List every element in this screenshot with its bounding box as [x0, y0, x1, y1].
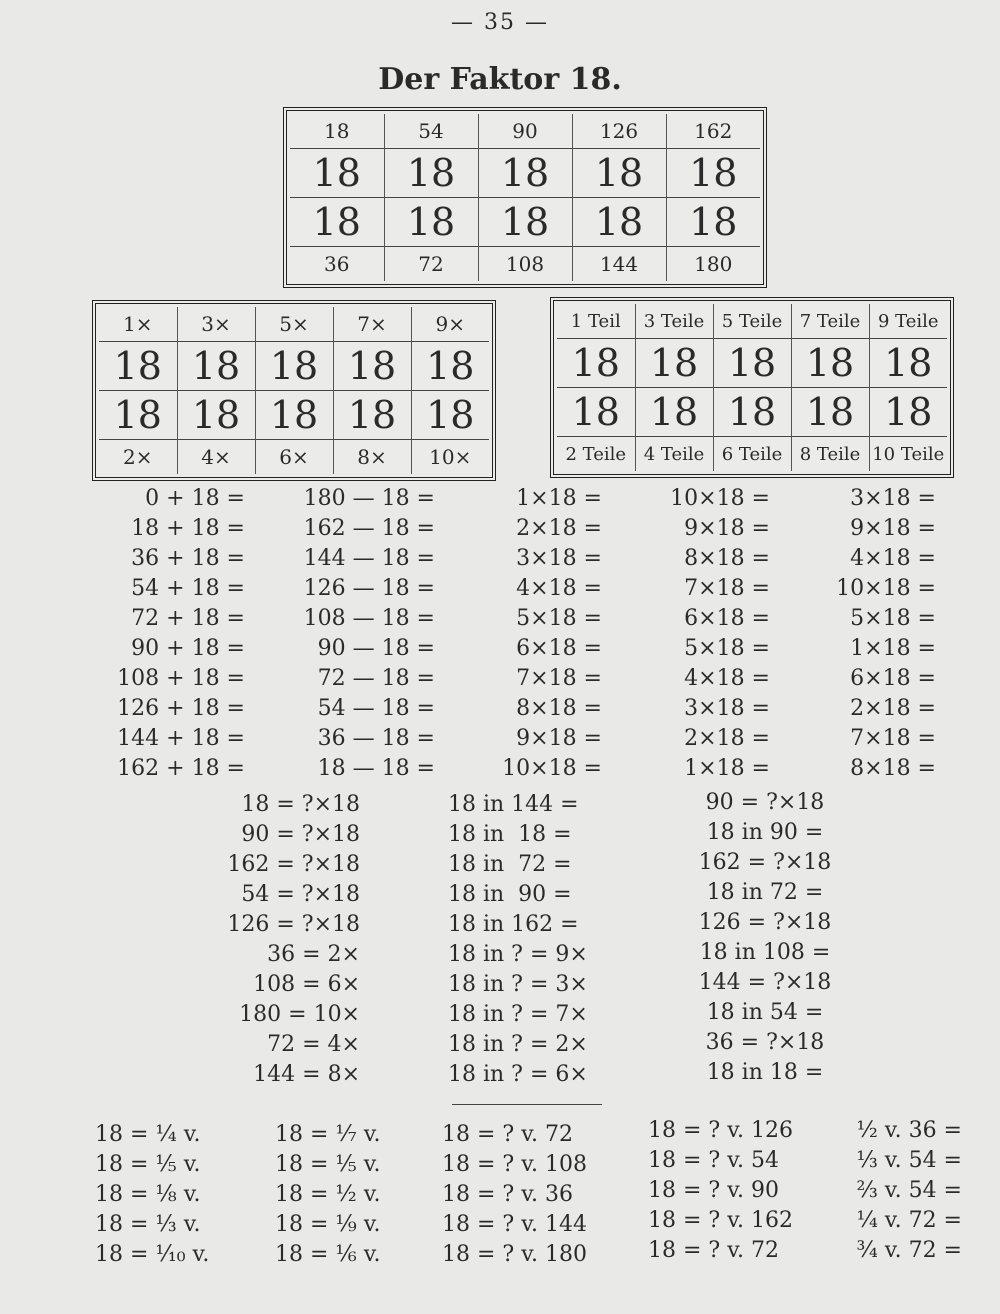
exercise: 18 = ⅓ v. — [95, 1212, 201, 1237]
exercise: 108 = 6× — [253, 972, 360, 997]
exercise: 8×18 = — [684, 546, 770, 571]
exercise: 9×18 = — [516, 726, 602, 751]
exercise: 10×18 = — [836, 576, 936, 601]
exercise: ¼ v. 72 = — [856, 1208, 962, 1233]
exercise: 10×18 = — [502, 756, 602, 781]
grid-cell: 4× — [177, 440, 255, 475]
grid-cell: 18 — [572, 149, 666, 198]
grid-cell: 18 — [791, 388, 869, 437]
exercise: 3×18 = — [684, 696, 770, 721]
exercise: 18 = ¼ v. — [95, 1122, 201, 1147]
grid-cell: 18 — [666, 198, 760, 247]
grid-cell: 18 — [255, 342, 333, 391]
exercise: 18 = ½ v. — [275, 1182, 381, 1207]
exercise: 36 — 18 = — [317, 726, 435, 751]
grid-cell: 1 Teil — [570, 310, 621, 332]
exercise: 126 = ?×18 — [227, 912, 360, 937]
exercise: 4×18 = — [850, 546, 936, 571]
exercise: 72 = 4× — [267, 1032, 360, 1057]
grid-cell: 18 — [557, 388, 635, 437]
grid-cell: 54 — [384, 114, 478, 149]
grid-top-labels — [99, 307, 489, 342]
exercise: 18 in ? = 7× — [448, 1002, 588, 1027]
exercise: 144 = ?×18 — [698, 970, 832, 995]
fraction-column-4 — [648, 1116, 828, 1266]
exercise: 144 — 18 = — [303, 546, 435, 571]
grid-cell: 18 — [635, 388, 713, 437]
grid-top-labels — [557, 304, 947, 339]
exercise: 5×18 = — [516, 606, 602, 631]
exercise: 2×18 = — [516, 516, 602, 541]
exercise: ¾ v. 72 = — [856, 1238, 962, 1263]
exercise: 18 in 72 = — [706, 880, 824, 905]
grid-cell: 18 — [99, 342, 177, 391]
grid-cell: 3× — [177, 307, 255, 342]
exercise: 72 — 18 = — [317, 666, 435, 691]
exercise: 8×18 = — [516, 696, 602, 721]
exercise: 18 in 18 = — [706, 1060, 824, 1085]
grid-cell: 3 Teile — [635, 304, 713, 339]
exercise: 18 = ? v. 72 — [442, 1122, 574, 1147]
grid-row — [290, 149, 760, 198]
grid-cell: 10× — [411, 440, 489, 475]
exercise: 18 in ? = 3× — [448, 972, 588, 997]
exercise: 18 = ⅕ v. — [95, 1152, 201, 1177]
grid-cell: 126 — [572, 114, 666, 149]
exercise: 72 + 18 = — [131, 606, 245, 631]
grid-cell: 2× — [99, 440, 177, 475]
exercise: 4×18 = — [516, 576, 602, 601]
grid-cell: 5 Teile — [713, 304, 791, 339]
grid-cell: 18 — [791, 339, 869, 388]
grid-cell: 1× — [123, 312, 153, 336]
exercise: 7×18 = — [516, 666, 602, 691]
grid-cell: 18 — [635, 339, 713, 388]
exercise: 36 = 2× — [267, 942, 360, 967]
grid-cell: 18 — [290, 198, 384, 247]
exercise: 144 + 18 = — [117, 726, 245, 751]
exercise: 18 in 90 = — [448, 882, 572, 907]
grid-cell: 72 — [384, 247, 478, 282]
exercise: 4×18 = — [684, 666, 770, 691]
grid-cell: 9× — [411, 307, 489, 342]
exercise: 18 in 162 = — [448, 912, 579, 937]
page-title: Der Faktor 18. — [378, 62, 622, 97]
grid-bottom-labels — [557, 437, 947, 472]
grid-cell: 180 — [666, 247, 760, 282]
exercise: 18 in 72 = — [448, 852, 572, 877]
exercise: 90 = ?×18 — [241, 822, 360, 847]
grid-cell: 18 — [324, 119, 350, 143]
grid-cell: 2 Teile — [557, 437, 635, 472]
grid-cell: 6× — [255, 440, 333, 475]
exercise: 54 + 18 = — [131, 576, 245, 601]
grid-cell: 18 — [384, 149, 478, 198]
page-number: — 35 — — [451, 10, 549, 35]
subtraction-column — [270, 484, 435, 784]
grid-cell: 144 — [572, 247, 666, 282]
exercise: 0 + 18 = — [145, 486, 245, 511]
fraction-column-1 — [95, 1120, 235, 1270]
exercise: 5×18 = — [850, 606, 936, 631]
exercise: 18 = ? v. 36 — [442, 1182, 574, 1207]
exercise: 18 = ? v. 126 — [648, 1118, 793, 1143]
grid-cell: 4 Teile — [635, 437, 713, 472]
multiplication-column-desc — [640, 484, 770, 784]
grid-row — [557, 339, 947, 388]
exercise: 162 + 18 = — [117, 756, 245, 781]
exercise: 36 = ?×18 — [705, 1030, 825, 1055]
grid-cell: 5× — [255, 307, 333, 342]
grid-cell: 8× — [333, 440, 411, 475]
grid-row — [99, 342, 489, 391]
grid-cell: 18 — [557, 339, 635, 388]
grid-cell: 90 — [478, 114, 572, 149]
division-column-3 — [680, 788, 850, 1088]
exercise: 18 in ? = 6× — [448, 1062, 588, 1087]
grid-cell: 18 — [478, 149, 572, 198]
exercise: 18 = ? v. 162 — [648, 1208, 793, 1233]
exercise: 18 = ⅕ v. — [275, 1152, 381, 1177]
exercise: 6×18 = — [684, 606, 770, 631]
division-column-1 — [190, 790, 360, 1090]
grid-cell: 8 Teile — [791, 437, 869, 472]
exercise: ½ v. 36 = — [856, 1118, 962, 1143]
exercise: 126 + 18 = — [117, 696, 245, 721]
grid-cell: 18 — [869, 339, 947, 388]
exercise: 108 — 18 = — [303, 606, 435, 631]
division-column-2 — [448, 790, 618, 1090]
exercise: 1×18 = — [850, 636, 936, 661]
grid-cell: 18 — [869, 388, 947, 437]
exercise: 18 in 54 = — [706, 1000, 824, 1025]
grid-cell: 162 — [666, 114, 760, 149]
fraction-column-3 — [442, 1120, 622, 1270]
exercise: 10×18 = — [670, 486, 770, 511]
exercise: 126 — 18 = — [303, 576, 435, 601]
exercise: 18 = ⅑ v. — [275, 1212, 381, 1237]
grid-cell: 7× — [333, 307, 411, 342]
exercise: 6×18 = — [516, 636, 602, 661]
grid-cell: 18 — [666, 149, 760, 198]
grid-cell: 36 — [290, 247, 384, 282]
divider-rule — [452, 1104, 602, 1105]
exercise: 18 in ? = 9× — [448, 942, 588, 967]
top-grid-table — [290, 114, 760, 281]
exercise: 18 = ⅛ v. — [95, 1182, 201, 1207]
grid-cell: 18 — [411, 391, 489, 440]
exercise: 144 = 8× — [253, 1062, 360, 1087]
exercise: 54 — 18 = — [317, 696, 435, 721]
exercise: 2×18 = — [850, 696, 936, 721]
exercise: 108 + 18 = — [117, 666, 245, 691]
right-grid — [550, 297, 954, 478]
exercise: 18 = ? v. 108 — [442, 1152, 587, 1177]
grid-row — [290, 198, 760, 247]
exercise: ⅓ v. 54 = — [856, 1148, 962, 1173]
grid-cell: 18 — [384, 198, 478, 247]
exercise: 18 = ?×18 — [241, 792, 360, 817]
exercise: 3×18 = — [850, 486, 936, 511]
exercise: 8×18 = — [850, 756, 936, 781]
grid-cell: 7 Teile — [791, 304, 869, 339]
exercise: 18 in 90 = — [706, 820, 824, 845]
grid-top-labels — [290, 114, 760, 149]
exercise: 18 in 108 = — [699, 940, 831, 965]
exercise: 180 = 10× — [239, 1002, 360, 1027]
grid-cell: 9 Teile — [869, 304, 947, 339]
exercise: 18 = ? v. 54 — [648, 1148, 780, 1173]
grid-cell: 18 — [411, 342, 489, 391]
exercise: 18 = ? v. 144 — [442, 1212, 587, 1237]
grid-cell: 18 — [478, 198, 572, 247]
exercise: 3×18 = — [516, 546, 602, 571]
exercise: 7×18 = — [684, 576, 770, 601]
exercise: 180 — 18 = — [303, 486, 435, 511]
grid-cell: 18 — [177, 342, 255, 391]
fraction-column-2 — [275, 1120, 415, 1270]
exercise: 1×18 = — [516, 486, 602, 511]
exercise: 36 + 18 = — [131, 546, 245, 571]
exercise: 90 + 18 = — [131, 636, 245, 661]
exercise: 162 = ?×18 — [227, 852, 360, 877]
exercise: 9×18 = — [684, 516, 770, 541]
exercise: 18 = ? v. 180 — [442, 1242, 587, 1267]
exercise: ⅔ v. 54 = — [856, 1178, 962, 1203]
grid-cell: 18 — [572, 198, 666, 247]
grid-cell: 18 — [290, 149, 384, 198]
exercise: 6×18 = — [850, 666, 936, 691]
addition-column — [90, 484, 245, 784]
left-grid-table — [99, 307, 489, 474]
grid-cell: 10 Teile — [869, 437, 947, 472]
exercise: 18 — 18 = — [317, 756, 435, 781]
left-grid — [92, 300, 496, 481]
grid-cell: 6 Teile — [713, 437, 791, 472]
exercise: 90 = ?×18 — [705, 790, 825, 815]
multiplication-column-asc — [470, 484, 602, 784]
right-grid-table — [557, 304, 947, 471]
exercise: 162 = ?×18 — [698, 850, 832, 875]
exercise: 18 = ⅐ v. — [275, 1122, 381, 1147]
exercise: 5×18 = — [684, 636, 770, 661]
grid-cell: 18 — [177, 391, 255, 440]
grid-bottom-labels — [290, 247, 760, 282]
grid-cell: 18 — [333, 342, 411, 391]
exercise: 18 = ⅙ v. — [275, 1242, 381, 1267]
grid-cell: 18 — [713, 388, 791, 437]
exercise: 9×18 = — [850, 516, 936, 541]
grid-cell: 108 — [478, 247, 572, 282]
grid-cell: 18 — [255, 391, 333, 440]
exercise: 18 = ? v. 90 — [648, 1178, 780, 1203]
grid-cell: 18 — [713, 339, 791, 388]
exercise: 7×18 = — [850, 726, 936, 751]
exercise: 18 = ⅒ v. — [95, 1242, 210, 1267]
grid-row — [557, 388, 947, 437]
exercise: 54 = ?×18 — [241, 882, 360, 907]
exercise: 162 — 18 = — [303, 516, 435, 541]
exercise: 126 = ?×18 — [698, 910, 832, 935]
exercise: 18 = ? v. 72 — [648, 1238, 780, 1263]
exercise: 90 — 18 = — [317, 636, 435, 661]
exercise: 2×18 = — [684, 726, 770, 751]
top-grid — [283, 107, 767, 288]
grid-cell: 18 — [99, 391, 177, 440]
grid-cell: 18 — [333, 391, 411, 440]
exercise: 18 in 144 = — [448, 792, 579, 817]
exercise: 1×18 = — [684, 756, 770, 781]
multiplication-column-mixed — [810, 484, 936, 784]
grid-row — [99, 391, 489, 440]
exercise: 18 + 18 = — [131, 516, 245, 541]
grid-bottom-labels — [99, 440, 489, 475]
exercise: 18 in ? = 2× — [448, 1032, 588, 1057]
fraction-column-5 — [840, 1116, 962, 1266]
exercise: 18 in 18 = — [448, 822, 572, 847]
